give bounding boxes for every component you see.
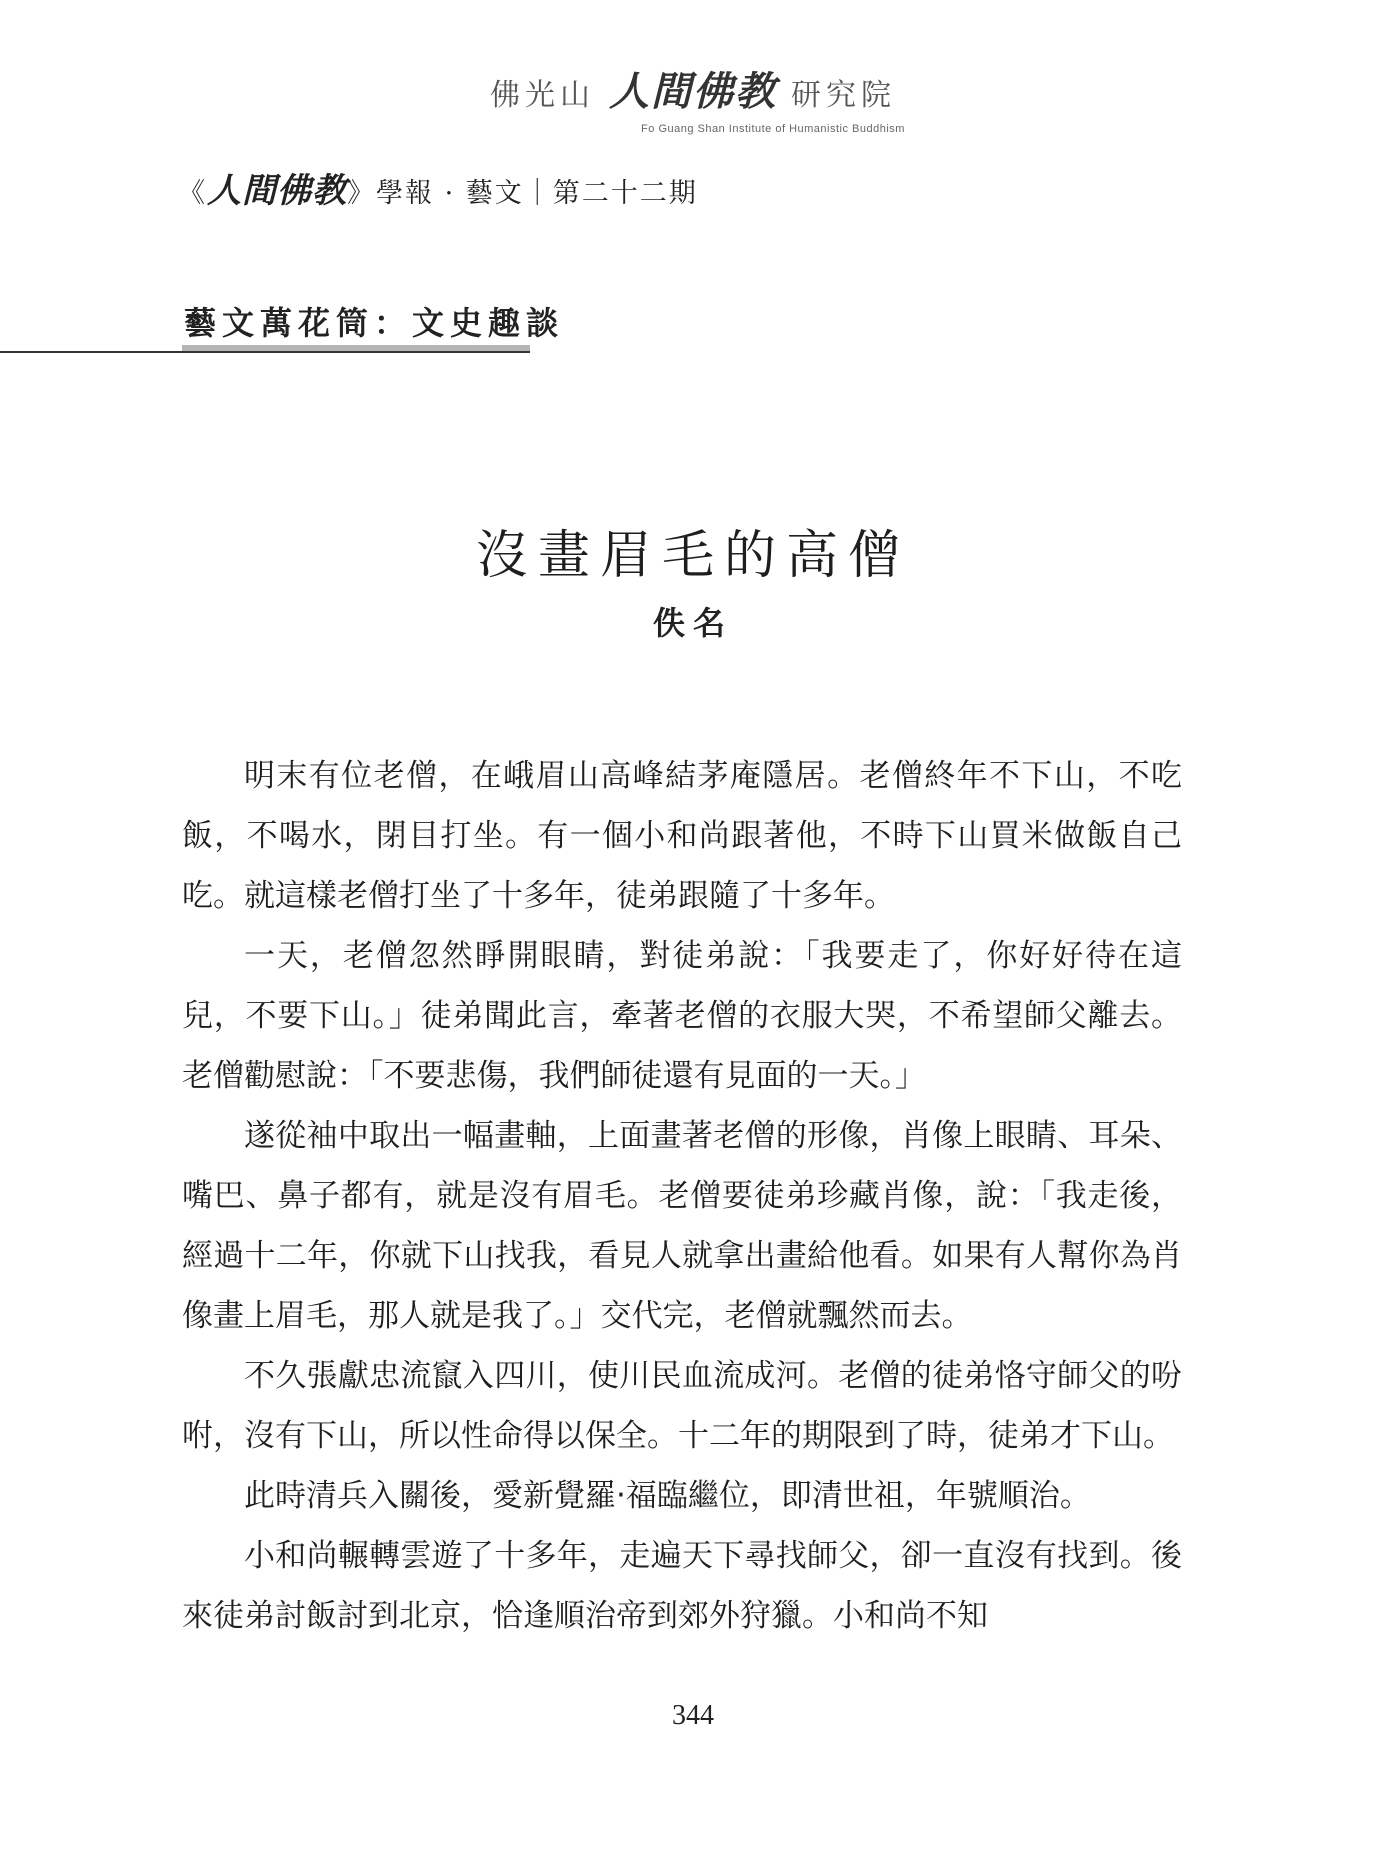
institute-name-left: 佛光山 — [490, 78, 595, 113]
institute-english-name: Fo Guang Shan Institute of Humanistic Buddhism — [641, 123, 905, 135]
article-title: 沒畫眉毛的高僧 — [475, 525, 910, 586]
journal-issue: 學報 · 藝文｜第二十二期 — [376, 178, 698, 209]
institute-header — [0, 60, 1386, 135]
section-divider — [0, 351, 530, 353]
paragraph: 不久張獻忠流竄入四川，使川民血流成河。老僧的徒弟恪守師父的吩咐，沒有下山，所以性命得以保全。十二年的期限到了時，徒弟才下山。 — [182, 1358, 1182, 1454]
paragraph: 此時清兵入關後，愛新覺羅‧福臨繼位，即清世祖，年號順治。 — [244, 1478, 1091, 1514]
page-number: 344 — [672, 1700, 714, 1731]
institute-brand-logo: 人間佛教 — [609, 69, 777, 115]
article-author: 佚名 — [652, 604, 733, 642]
section-heading: 藝文萬花筒：文史趣談 — [184, 304, 565, 342]
institute-name-right: 研究院 — [791, 78, 896, 113]
journal-brand-logo: 人間佛教 — [207, 171, 347, 211]
paragraph: 明末有位老僧，在峨眉山高峰結茅庵隱居。老僧終年不下山，不吃飯，不喝水，閉目打坐。有一個小和尚跟著他，不時下山買米做飯自己吃。就這樣老僧打坐了十多年，徒弟跟隨了十多年。 — [182, 758, 1182, 914]
paragraph: 小和尚輾轉雲遊了十多年，走遍天下尋找師父，卻一直沒有找到。後來徒弟討飯討到北京，恰逢順治帝到郊外狩獵。小和尚不知 — [182, 1538, 1182, 1634]
paragraph: 一天，老僧忽然睜開眼睛，對徒弟說：「我要走了，你好好待在這兒，不要下山。」徒弟聞此言，牽著老僧的衣服大哭，不希望師父離去。老僧勸慰說：「不要悲傷，我們師徒還有見面的一天。」 — [182, 938, 1182, 1094]
journal-open-bracket: 《 — [178, 178, 207, 209]
journal-close-bracket: 》 — [347, 178, 376, 209]
article-body — [182, 746, 1182, 1646]
institute-name — [0, 60, 1386, 117]
journal-header — [178, 163, 698, 212]
paragraph: 遂從袖中取出一幅畫軸，上面畫著老僧的形像，肖像上眼睛、耳朵、嘴巴、鼻子都有，就是沒有眉毛。老僧要徒弟珍藏肖像，說：「我走後，經過十二年，你就下山找我，看見人就拿出畫給他看。如果有人幫你為肖像畫上眉毛，那人就是我了。」交代完，老僧就飄然而去。 — [182, 1118, 1182, 1334]
